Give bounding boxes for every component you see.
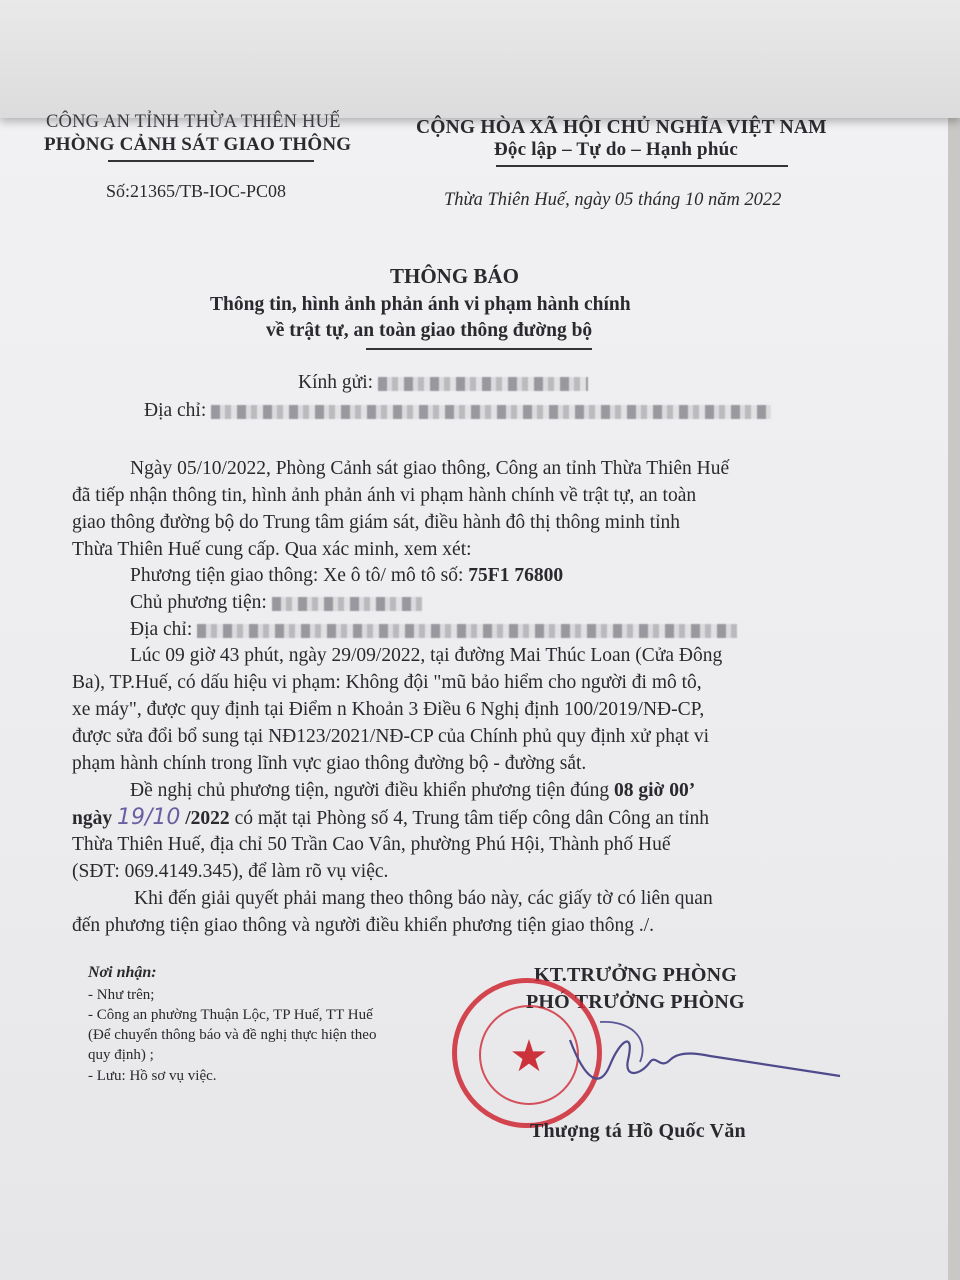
- appointment-day-label: ngày: [72, 808, 113, 829]
- recipient-item-2-note-end: quy định) ;: [88, 1047, 154, 1063]
- appointment-location: có mặt tại Phòng số 4, Trung tâm tiếp công dân Công an tỉnh: [234, 808, 710, 829]
- paragraph-3-line-3: Thừa Thiên Huế, địa chỉ 50 Trần Cao Vân, phường Phú Hội, Thành phố Huế: [72, 834, 671, 855]
- paragraph-1-line-1: Ngày 05/10/2022, Phòng Cảnh sát giao thông, Công an tỉnh Thừa Thiên Huế: [130, 458, 730, 479]
- agency-name: PHÒNG CẢNH SÁT GIAO THÔNG: [44, 134, 352, 155]
- recipient-item-1: - Như trên;: [88, 987, 155, 1003]
- paragraph-2-line-4: được sửa đổi bổ sung tại NĐ123/2021/NĐ-CP của Chính phủ quy định xử phạt vi: [72, 726, 710, 747]
- owner-label: Chủ phương tiện:: [130, 592, 267, 613]
- paragraph-4-line-1: Khi đến giải quyết phải mang theo thông báo này, các giấy tờ có liên quan: [134, 888, 713, 909]
- paragraph-3-line-1: [130, 778, 695, 804]
- paragraph-1-line-3: giao thông đường bộ do Trung tâm giám sát, điều hành đô thị thông minh tỉnh: [72, 512, 681, 533]
- vehicle-line: [130, 563, 563, 589]
- owner-address-line: [130, 617, 737, 643]
- nation-motto: Độc lập – Tự do – Hạnh phúc: [494, 139, 738, 160]
- redacted-recipient-name: [378, 377, 588, 391]
- appointment-year: /2022: [185, 808, 230, 829]
- dia-chi-label: Địa chỉ:: [144, 400, 207, 421]
- document-number: Số:21365/TB-IOC-PC08: [106, 181, 287, 201]
- paragraph-2-line-2: Ba), TP.Huế, có dấu hiệu vi phạm: Không đội "mũ bảo hiểm cho người đi mô tô,: [72, 672, 702, 693]
- signature-title-2: PHÓ TRƯỞNG PHÒNG: [526, 991, 745, 1013]
- recipient-address: [144, 398, 771, 424]
- document-subtitle-1: Thông tin, hình ảnh phản ánh vi phạm hành chính: [210, 294, 631, 315]
- paragraph-2-line-1: Lúc 09 giờ 43 phút, ngày 29/09/2022, tại đường Mai Thúc Loan (Cửa Đông: [130, 645, 723, 666]
- paragraph-3-line-2: [72, 805, 709, 832]
- vehicle-plate: 75F1 76800: [468, 565, 564, 586]
- paragraph-2-line-5: phạm hành chính trong lĩnh vực giao thông đường bộ - đường sắt.: [72, 753, 587, 774]
- paragraph-1-line-2: đã tiếp nhận thông tin, hình ảnh phản ánh vi phạm hành chính về trật tự, an toàn: [72, 485, 697, 506]
- handwritten-signature: [540, 1010, 850, 1100]
- recipients-heading: Nơi nhận:: [88, 964, 157, 981]
- redacted-owner-name: [272, 597, 422, 611]
- recipient-label: [298, 370, 588, 396]
- vehicle-label: Phương tiện giao thông: Xe ô tô/ mô tô số:: [130, 565, 464, 586]
- paragraph-3-line-4: (SĐT: 069.4149.345), để làm rõ vụ việc.: [72, 861, 389, 882]
- agency-parent: CÔNG AN TỈNH THỪA THIÊN HUẾ: [46, 112, 341, 132]
- appointment-request: Đề nghị chủ phương tiện, người điều khiển phương tiện đúng: [130, 780, 610, 801]
- recipient-item-2: - Công an phường Thuận Lộc, TP Huế, TT Huế: [88, 1007, 373, 1023]
- document-subtitle-2: về trật tự, an toàn giao thông đường bộ: [266, 320, 593, 341]
- signer-name: Thượng tá Hồ Quốc Văn: [530, 1120, 746, 1142]
- redacted-recipient-address: [211, 405, 771, 419]
- motto-underline: [496, 165, 788, 167]
- paragraph-2-line-3: xe máy", được quy định tại Điểm n Khoản 3 Điều 6 Nghị định 100/2019/NĐ-CP,: [72, 699, 705, 720]
- recipient-item-3: - Lưu: Hồ sơ vụ việc.: [88, 1068, 217, 1084]
- kinh-gui-label: Kính gửi:: [298, 372, 374, 393]
- owner-address-label: Địa chỉ:: [130, 619, 193, 640]
- title-underline: [366, 348, 592, 350]
- recipient-item-2-note: (Để chuyển thông báo và đề nghị thực hiện theo: [88, 1027, 377, 1043]
- place-date: Thừa Thiên Huế, ngày 05 tháng 10 năm 2022: [444, 190, 782, 210]
- redacted-owner-address: [197, 624, 737, 638]
- paragraph-1-line-4: Thừa Thiên Huế cung cấp. Qua xác minh, xem xét:: [72, 539, 472, 560]
- signature-title-1: KT.TRƯỞNG PHÒNG: [534, 964, 737, 986]
- agency-underline: [108, 160, 314, 162]
- document-title: THÔNG BÁO: [390, 264, 519, 288]
- owner-line: [130, 590, 422, 616]
- appointment-time: 08 giờ 00’: [614, 780, 696, 801]
- paragraph-4-line-2: đến phương tiện giao thông và người điều khiển phương tiện giao thông ./.: [72, 915, 655, 936]
- seal-star-icon: ★: [509, 1032, 549, 1081]
- handwritten-date: 19/10: [116, 805, 181, 830]
- nation-name: CỘNG HÒA XÃ HỘI CHỦ NGHĨA VIỆT NAM: [416, 117, 827, 138]
